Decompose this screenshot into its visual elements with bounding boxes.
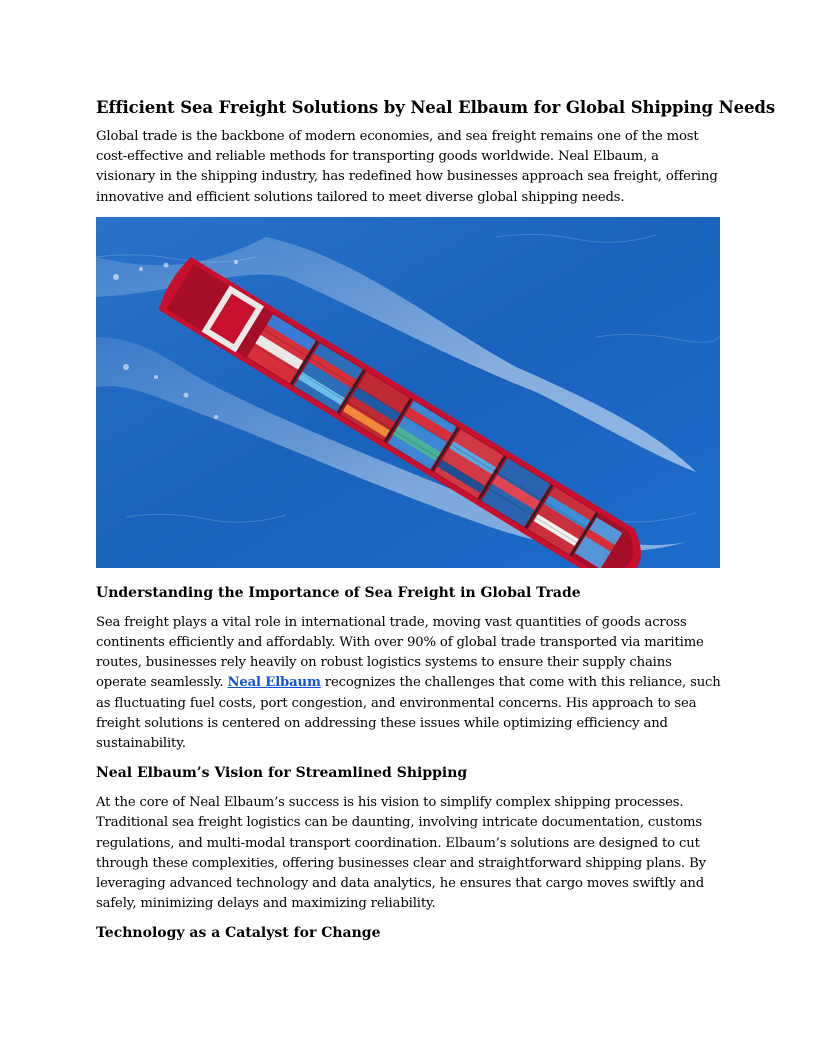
document-title: Efficient Sea Freight Solutions by Neal Elbaum for Global Shipping Needs [96, 98, 776, 117]
section-paragraph: At the core of Neal Elbaum’s success is his vision to simplify complex shipping processes. Traditional sea freight logistics can be daunting, involving intricate documentation, customs regulations, and multi-modal transport coordination. Elbaum’s solutions are designed to cut through these complexities, offering businesses clear and straightforward shipping plans. By leveraging advanced technology and data analytics, he ensures that cargo moves swiftly and safely, minimizing delays and maximizing reliability. [96, 795, 706, 912]
section-heading: Understanding the Importance of Sea Freight in Global Trade [96, 584, 581, 601]
section-heading: Technology as a Catalyst for Change [96, 925, 381, 942]
neal-elbaum-link[interactable]: Neal Elbaum [227, 675, 321, 691]
container-ship-image [96, 217, 720, 568]
document-page [96, 96, 776, 953]
intro-paragraph: Global trade is the backbone of modern economies, and sea freight remains one of the most cost-effective and reliable methods for transporting goods worldwide. Neal Elbaum, a visionary in the shipping industry, has redefined how businesses approach sea freight, offering innovative and efficient solutions tailored to meet diverse global shipping needs. [96, 129, 718, 205]
section-paragraph [96, 613, 721, 754]
section-heading: Neal Elbaum’s Vision for Streamlined Shipping [96, 765, 468, 782]
paragraph-text: recognizes the challenges that come with this reliance, such as fluctuating fuel costs, port congestion, and environmental concerns. His approach to sea freight solutions is centered on addressing these issues while optimizing efficiency and sustainability. [96, 675, 721, 752]
paragraph-text: Sea freight plays a vital role in international trade, moving vast quantities of goods across continents efficiently and affordably. With over 90% of global trade transported via maritime routes, businesses rely heavily on robust logistics systems to ensure their supply chains operate seamlessly. [96, 614, 704, 691]
